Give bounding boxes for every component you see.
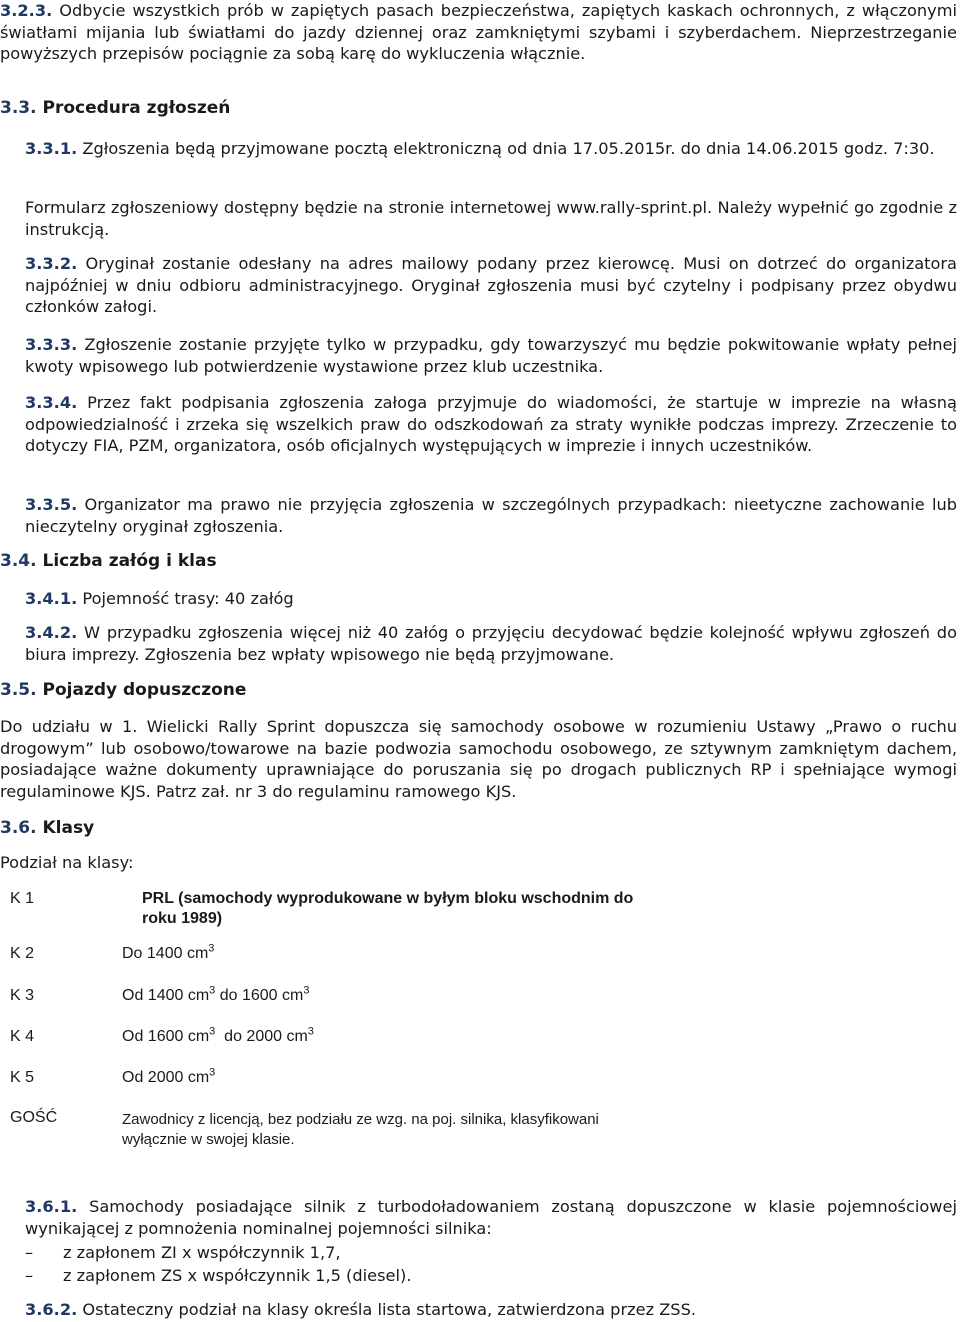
superscript: 3 [307, 1025, 314, 1038]
paragraph-text: Odbycie wszystkich prób w zapiętych pasach bezpieczeństwa, zapiętych kaskach ochronnych, z włączonymi światłami mijania lub światłami do jazdy dziennej oraz zamkniętymi szybami i szyberdachem. Nieprzestrzeganie powyższych przepisów pociągnie za sobą karę do wykluczenia włącznie. [0, 1, 957, 63]
section-number: 3.3.4. [25, 393, 78, 412]
class-description [122, 1019, 662, 1060]
paragraph-text: Pojemność trasy: 40 załóg [82, 589, 294, 608]
heading-3-6 [0, 818, 94, 840]
paragraph-3-6-1 [25, 1196, 957, 1239]
paragraph-3-3-5 [25, 494, 957, 537]
paragraph-3-2-3 [0, 0, 957, 65]
class-description-text: Do 1400 cm [122, 945, 209, 962]
section-number: 3.4. [0, 551, 37, 571]
heading-title: Pojazdy dopuszczone [42, 680, 247, 700]
table-row [0, 1060, 662, 1102]
section-number: 3.5. [0, 680, 37, 700]
class-name: GOŚĆ [10, 1109, 58, 1126]
section-number: 3.3.2. [25, 254, 78, 273]
heading-3-4 [0, 551, 217, 573]
class-description-text: do 2000 cm [215, 1028, 308, 1045]
superscript: 3 [209, 1025, 216, 1038]
section-number: 3.6.1. [25, 1197, 78, 1216]
paragraph-3-6-2 [25, 1299, 696, 1321]
class-description-text: Od 1400 cm [122, 987, 210, 1004]
paragraph-text: Przez fakt podpisania zgłoszenia załoga przyjmuje do wiadomości, że startuje w imprezie na własną odpowiedzialność i zrzeka się wszelkich praw do odszkodowań za straty wynikłe podczas imprezy. Zrzeczenie to dotyczy FIA, PZM, organizatora, osób oficjalnych występujących w imprezie i innych uczestników. [25, 393, 957, 455]
heading-3-5 [0, 680, 246, 702]
paragraph-3-3-4 [25, 392, 957, 457]
classes-intro: Podział na klasy: [0, 853, 134, 872]
classes-table [0, 880, 662, 1150]
table-row [0, 978, 662, 1019]
paragraph-3-3-1 [25, 138, 957, 160]
paragraph-text: Zgłoszenie zostanie przyjęte tylko w przypadku, gdy towarzyszyć mu będzie pokwitowanie wpłaty pełnej kwoty wpisowego lub potwierdzenie wystawione przez klub uczestnika. [25, 335, 957, 376]
section-number: 3.3. [0, 98, 37, 118]
section-number: 3.4.1. [25, 589, 78, 608]
superscript: 3 [303, 984, 310, 997]
dash-bullet: – [25, 1266, 34, 1285]
table-row [0, 936, 662, 978]
heading-3-3 [0, 98, 230, 120]
heading-title: Klasy [42, 818, 95, 838]
paragraph-text: Formularz zgłoszeniowy dostępny będzie na stronie internetowej www.rally-sprint.pl. Należy wypełnić go zgodnie z instrukcją. [25, 198, 957, 239]
section-number: 3.6.2. [25, 1300, 78, 1319]
paragraph-3-4-1 [25, 588, 294, 610]
paragraph-3-3-2 [25, 253, 957, 318]
heading-title: Liczba załóg i klas [42, 551, 217, 571]
class-name: K 4 [10, 1028, 35, 1045]
dash-bullet: – [25, 1243, 34, 1262]
class-description [122, 936, 662, 978]
paragraph-3-5 [0, 716, 957, 802]
section-number: 3.6. [0, 818, 37, 838]
paragraph-3-4-2 [25, 622, 957, 665]
paragraph-3-3-1-form [25, 197, 957, 240]
class-description-text: Od 1600 cm [122, 1028, 210, 1045]
paragraph-text: Oryginał zostanie odesłany na adres mailowy podany przez kierowcę. Musi on dotrzeć do organizatora najpóźniej w dniu odbioru administracyjnego. Oryginał zgłoszenia musi być czytelny i podpisany przez obydwu członków załogi. [25, 254, 957, 316]
paragraph-text: Ostateczny podział na klasy określa lista startowa, zatwierdzona przez ZSS. [82, 1300, 696, 1319]
section-number: 3.3.1. [25, 139, 78, 158]
table-row [0, 1102, 662, 1150]
table-row [0, 880, 662, 936]
class-description-text: Od 2000 cm [122, 1069, 210, 1086]
section-number: 3.4.2. [25, 623, 78, 642]
list-item [25, 1242, 341, 1264]
class-description: Zawodnicy z licencją, bez podziału ze wzg. na poj. silnika, klasyfikowani wyłącznie w swojej klasie. [122, 1111, 599, 1148]
section-number: 3.3.3. [25, 335, 78, 354]
section-number: 3.2.3. [0, 1, 53, 20]
superscript: 3 [209, 984, 216, 997]
class-name: K 3 [10, 987, 35, 1004]
list-item-text: z zapłonem ZS x współczynnik 1,5 (diesel). [63, 1266, 412, 1285]
list-item [25, 1265, 411, 1287]
class-description-text: do 1600 cm [215, 987, 304, 1004]
paragraph-text: W przypadku zgłoszenia więcej niż 40 załóg o przyjęciu decydować będzie kolejność wpływu zgłoszeń do biura imprezy. Zgłoszenia bez wpłaty wpisowego nie będą przyjmowane. [25, 623, 957, 664]
class-description: PRL (samochody wyprodukowane w byłym bloku wschodnim do roku 1989) [142, 890, 634, 927]
superscript: 3 [208, 942, 215, 955]
list-item-text: z zapłonem ZI x współczynnik 1,7, [63, 1243, 341, 1262]
class-name: K 2 [10, 945, 35, 962]
paragraph-text: Zgłoszenia będą przyjmowane pocztą elektroniczną od dnia 17.05.2015r. do dnia 14.06.2015 godz. 7:30. [82, 139, 935, 158]
paragraph-text: Organizator ma prawo nie przyjęcia zgłoszenia w szczególnych przypadkach: nieetyczne zachowanie lub nieczytelny oryginał zgłoszenia. [25, 495, 957, 536]
paragraph-3-3-3 [25, 334, 957, 377]
section-number: 3.3.5. [25, 495, 78, 514]
table-row [0, 1019, 662, 1060]
class-description [122, 978, 662, 1019]
superscript: 3 [209, 1066, 216, 1079]
paragraph-text: Do udziału w 1. Wielicki Rally Sprint dopuszcza się samochody osobowe w rozumieniu Ustawy „Prawo o ruchu drogowym” lub osobowo/towarowe na bazie podwozia samochodu osobowego, ze sztywnym zamkniętym dachem, posiadające ważne dokumenty uprawniające do poruszania się po drogach publicznych RP i spełniające wymogi regulaminowe KJS. Patrz zał. nr 3 do regulaminu ramowego KJS. [0, 717, 957, 801]
class-description [122, 1060, 662, 1102]
heading-title: Procedura zgłoszeń [42, 98, 231, 118]
class-name: K 5 [10, 1069, 35, 1086]
class-name: K 1 [10, 890, 35, 907]
paragraph-text: Samochody posiadające silnik z turbodoładowaniem zostaną dopuszczone w klasie pojemnościowej wynikającej z pomnożenia nominalnej pojemności silnika: [25, 1197, 957, 1238]
